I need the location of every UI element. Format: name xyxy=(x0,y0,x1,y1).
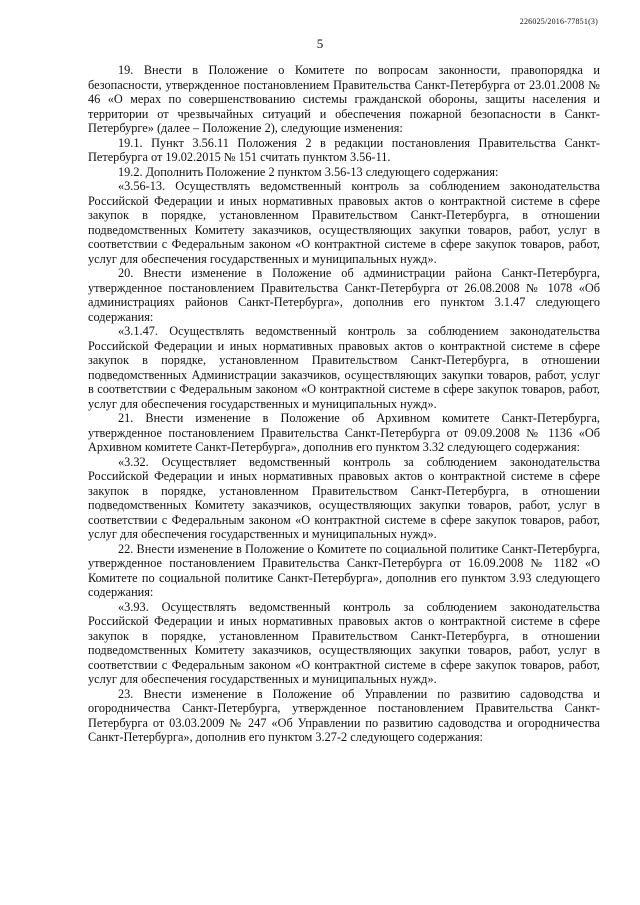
paragraph-22: 22. Внести изменение в Положение о Комитете по социальной политике Санкт-Петербурга, утвержденное постановлением Правительства Санкт-Петербурга от 16.09.2008 № 1182 «О Комитете по социальной политике Санкт-Петербурга», дополнив его пунктом 3.93 следующего содержания: xyxy=(88,541,600,599)
document-id: 226025/2016-77851(3) xyxy=(519,17,598,26)
page-number: 5 xyxy=(316,36,324,51)
paragraph-quote-3-1-47: «3.1.47. Осуществлять ведомственный контроль за соблюдением законодательства Российской Федерации и иных нормативных правовых актов о контрактной системе в сфере закупок в порядке, установленном Правительством Санкт-Петербурга, в отношении подведомственных Администрации заказчиков, осуществляющих закупки товаров, работ, услуг в соответствии с Федеральным законом «О контрактной системе в сфере закупок товаров, работ, услуг для обеспечения государственных и муниципальных нужд». xyxy=(88,324,600,411)
paragraph-quote-3-56-13: «3.56-13. Осуществлять ведомственный контроль за соблюдением законодательства Российской Федерации и иных нормативных правовых актов о контрактной системе в сфере закупок в порядке, установленном Правительством Санкт-Петербурга, в отношении подведомственных Комитету заказчиков, осуществляющих закупки товаров, работ, услуг в соответствии с Федеральным законом «О контрактной системе в сфере закупок товаров, работ, услуг для обеспечения государственных и муниципальных нужд». xyxy=(88,179,600,266)
document-body xyxy=(88,63,600,745)
paragraph-19-2: 19.2. Дополнить Положение 2 пунктом 3.56-13 следующего содержания: xyxy=(118,164,499,179)
paragraph-quote-3-93: «3.93. Осуществлять ведомственный контроль за соблюдением законодательства Российской Федерации и иных нормативных правовых актов о контрактной системе в сфере закупок в порядке, установленном Правительством Санкт-Петербурга, в отношении подведомственных Комитету заказчиков, осуществляющих закупки товаров, работ, услуг в соответствии с Федеральным законом «О контрактной системе в сфере закупок товаров, работ, услуг для обеспечения государственных и муниципальных нужд». xyxy=(88,599,600,686)
paragraph-19: 19. Внести в Положение о Комитете по вопросам законности, правопорядка и безопасности, утвержденное постановлением Правительства Санкт-Петербурга от 23.01.2008 № 46 «О мерах по совершенствованию системы гражданской обороны, защиты населения и территории от чрезвычайных ситуаций и обеспечения пожарной безопасности в Санкт-Петербурге» (далее – Положение 2), следующие изменения: xyxy=(88,63,600,135)
paragraph-23: 23. Внести изменение в Положение об Управлении по развитию садоводства и огородничества Санкт-Петербурга, утвержденное постановлением Правительства Санкт-Петербурга от 03.03.2009 № 247 «Об Управлении по развитию садоводства и огородничества Санкт-Петербурга», дополнив его пунктом 3.27-2 следующего содержания: xyxy=(88,686,600,744)
paragraph-20: 20. Внести изменение в Положение об администрации района Санкт-Петербурга, утвержденное постановлением Правительства Санкт-Петербурга от 26.08.2008 № 1078 «Об администрациях районов Санкт-Петербурга», дополнив его пунктом 3.1.47 следующего содержания: xyxy=(88,266,600,324)
paragraph-quote-3-32: «3.32. Осуществляет ведомственный контроль за соблюдением законодательства Российской Федерации и иных нормативных правовых актов о контрактной системе в сфере закупок в порядке, установленном Правительством Санкт-Петербурга, в отношении подведомственных Комитету заказчиков, осуществляющих закупки товаров, работ, услуг в соответствии с Федеральным законом «О контрактной системе в сфере закупок товаров, работ, услуг для обеспечения государственных и муниципальных нужд». xyxy=(88,454,600,541)
paragraph-21: 21. Внести изменение в Положение об Архивном комитете Санкт-Петербурга, утвержденное постановлением Правительства Санкт-Петербурга от 09.09.2008 № 1136 «Об Архивном комитете Санкт-Петербурга», дополнив его пунктом 3.32 следующего содержания: xyxy=(88,411,600,454)
paragraph-19-1: 19.1. Пункт 3.56.11 Положения 2 в редакции постановления Правительства Санкт-Петербурга от 19.02.2015 № 151 считать пунктом 3.56-11. xyxy=(88,135,600,164)
